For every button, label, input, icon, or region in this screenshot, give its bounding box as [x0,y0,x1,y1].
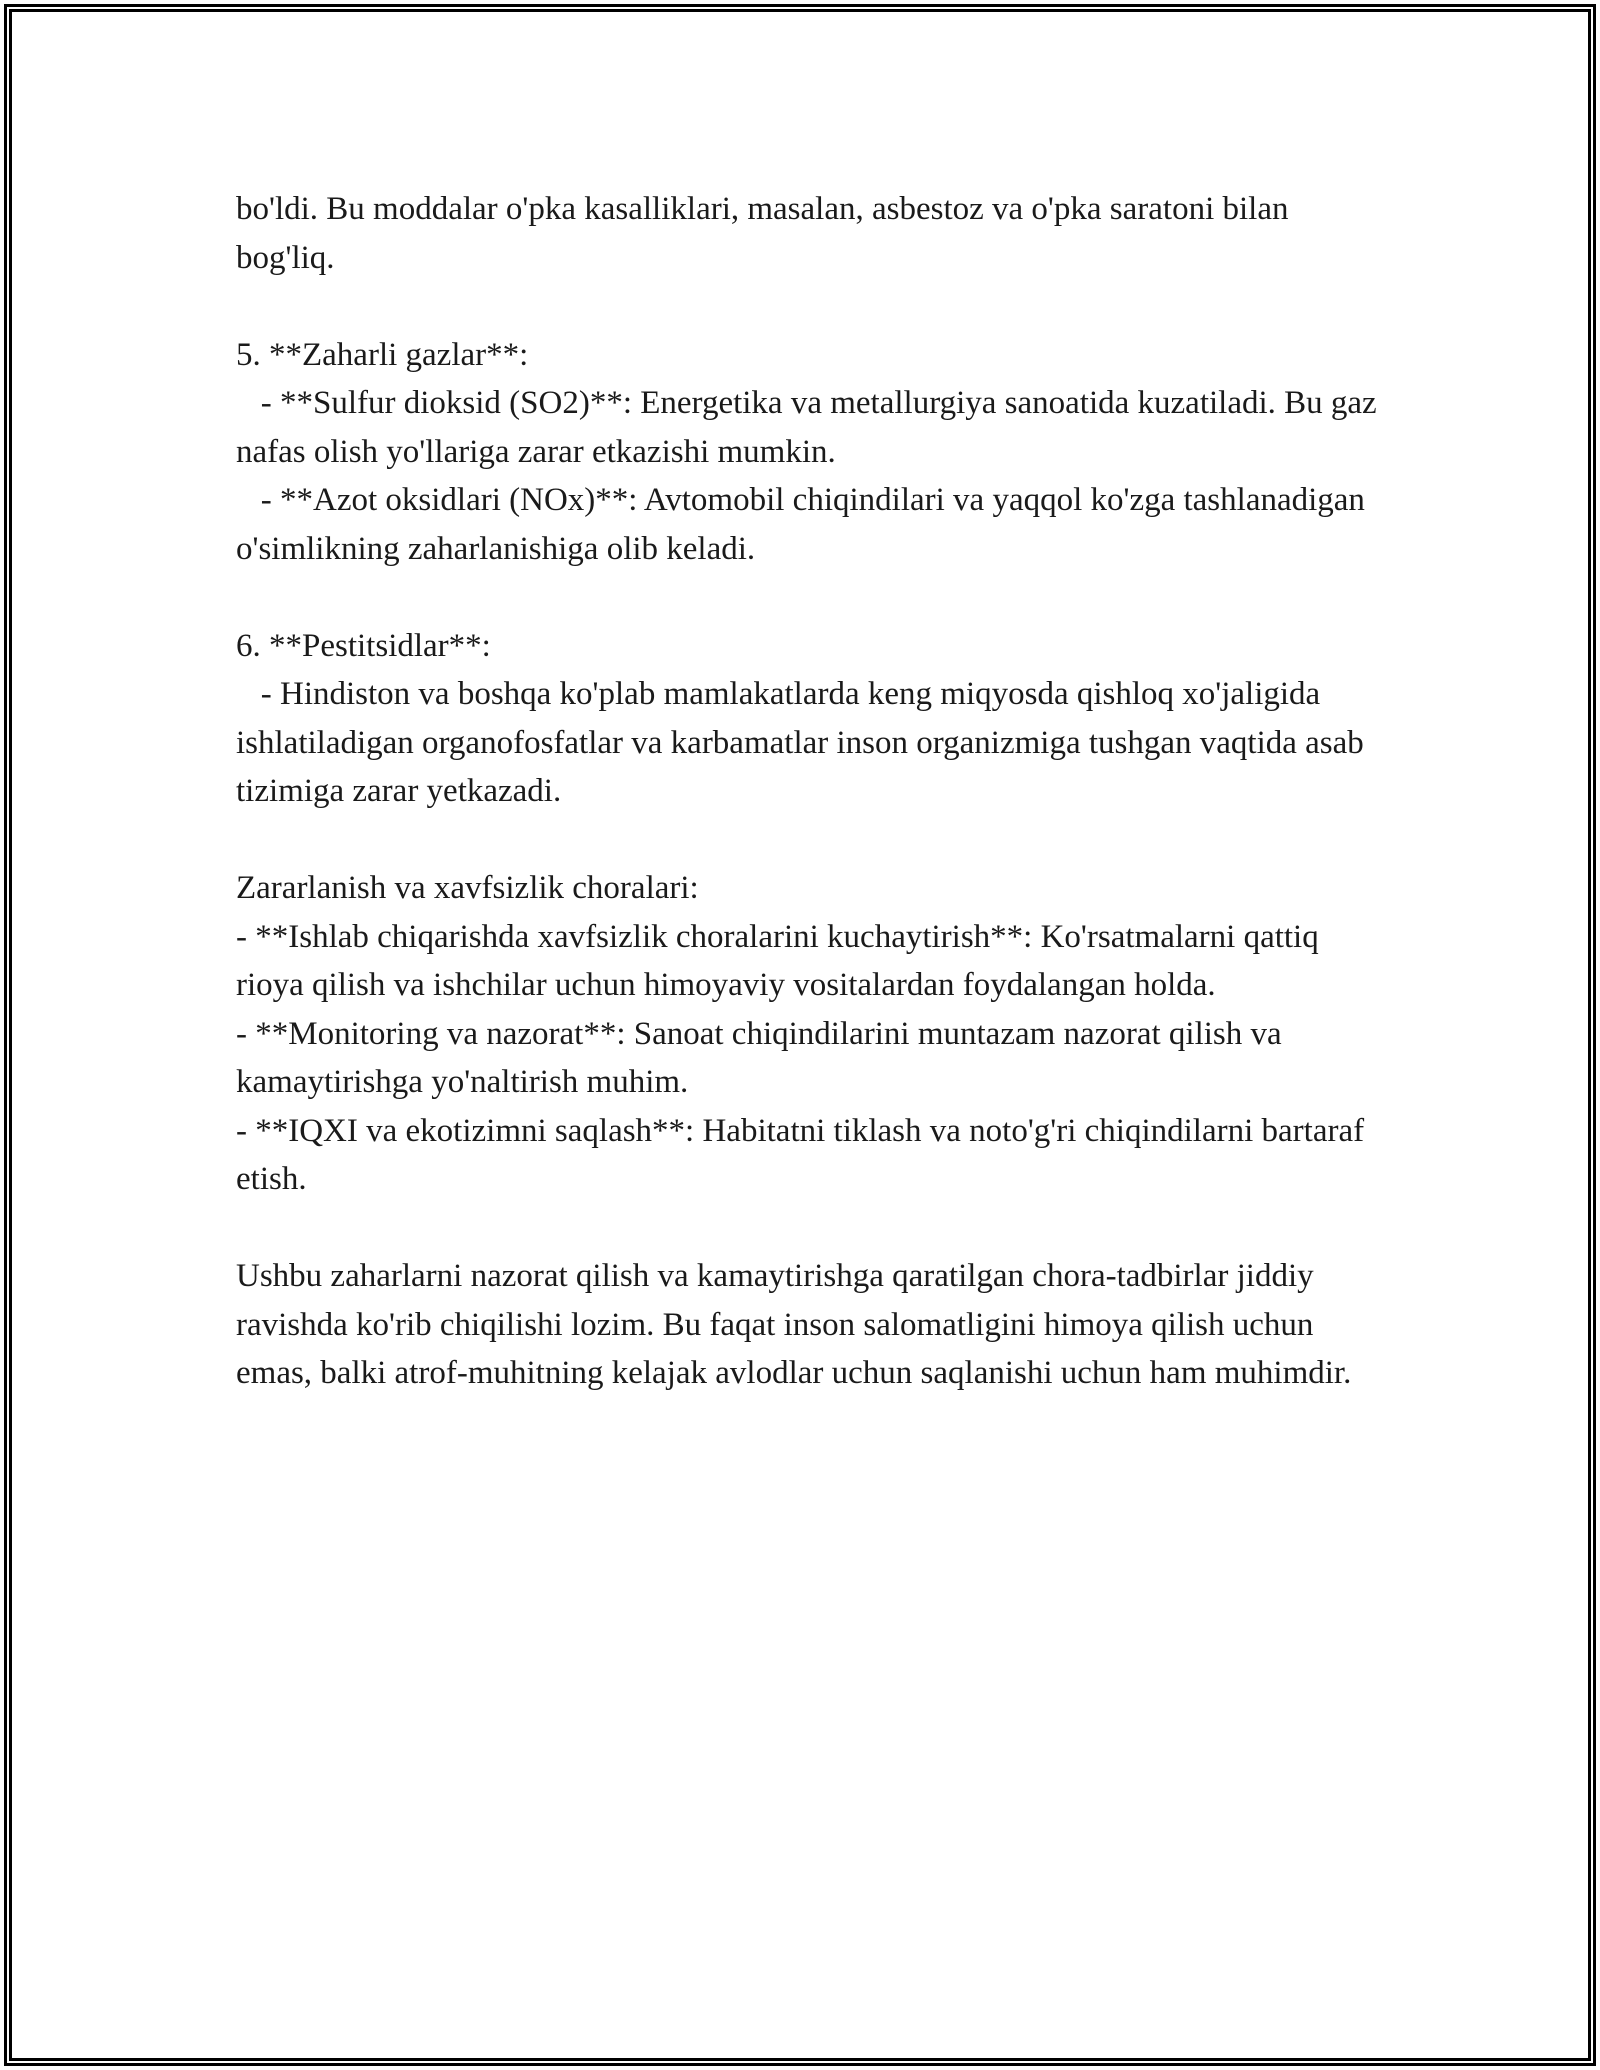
list-item: - **IQXI va ekotizimni saqlash**: Habitatni tiklash va noto'g'ri chiqindilarni bartaraf etish. [236,1112,1373,1197]
paragraph-spacer [236,816,1386,865]
list-item: - **Sulfur dioksid (SO2)**: Energetika va metallurgiya sanoatida kuzatiladi. Bu gaz nafas olish yo'llariga zarar etkazishi mumkin. [236,385,1385,470]
intro-paragraph: bo'ldi. Bu moddalar o'pka kasalliklari, masalan, asbestoz va o'pka saratoni bilan bog'liq. [236,191,1297,276]
document-body [236,185,1386,1398]
section-6-heading: 6. **Pestitsidlar**: [236,627,491,664]
paragraph-spacer [236,1204,1386,1253]
paragraph-spacer [236,573,1386,622]
list-item: - **Azot oksidlari (NOx)**: Avtomobil chiqindilari va yaqqol ko'zga tashlanadigan o'simlikning zaharlanishiga olib keladi. [236,482,1374,567]
conclusion-paragraph: Ushbu zaharlarni nazorat qilish va kamaytirishga qaratilgan chora-tadbirlar jiddiy ravishda ko'rib chiqilishi lozim. Bu faqat inson salomatligini himoya qilish uchun emas, balki atrof-muhitning kelajak avlodlar uchun saqlanishi uchun ham muhimdir. [236,1258,1352,1391]
list-item: - **Monitoring va nazorat**: Sanoat chiqindilarini muntazam nazorat qilish va kamaytirishga yo'naltirish muhim. [236,1015,1290,1100]
measures-heading: Zararlanish va xavfsizlik choralari: [236,870,699,906]
paragraph-spacer [236,282,1386,331]
section-5-heading: 5. **Zaharli gazlar**: [236,336,529,373]
list-item: - **Ishlab chiqarishda xavfsizlik choralarini kuchaytirish**: Ko'rsatmalarni qattiq rioya qilish va ishchilar uchun himoyaviy vositalardan foydalangan holda. [236,918,1327,1003]
list-item: - Hindiston va boshqa ko'plab mamlakatlarda keng miqyosda qishloq xo'jaligida ishlatiladigan organofosfatlar va karbamatlar inson organizmiga tushgan vaqtida asab tizimiga zarar yetkazadi. [236,676,1373,809]
